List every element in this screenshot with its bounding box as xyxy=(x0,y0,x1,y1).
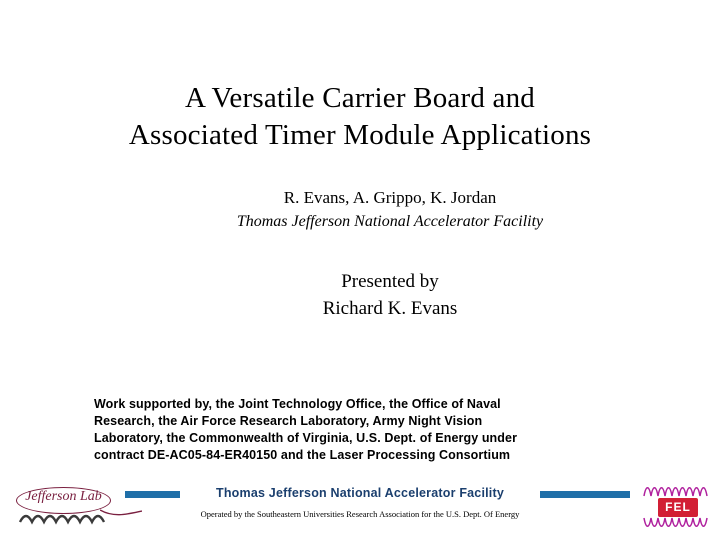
support-line-1: Work supported by, the Joint Technology Office, the Office of Naval xyxy=(94,397,501,411)
presented-by-block xyxy=(140,268,640,322)
jlab-logo-squiggle-icon xyxy=(18,512,110,528)
slide-footer xyxy=(0,484,720,540)
jlab-logo-text: Jefferson Lab xyxy=(25,489,102,504)
footer-subtitle: Operated by the Southeastern Universities Research Association for the U.S. Dept. Of Energy xyxy=(200,509,520,519)
footer-bar-left xyxy=(125,491,180,498)
footer-center xyxy=(180,486,540,519)
slide-title xyxy=(50,80,670,154)
support-acknowledgement xyxy=(94,396,654,464)
presenter-name: Richard K. Evans xyxy=(322,298,458,319)
presented-by-label: Presented by xyxy=(341,271,439,292)
fel-logo-box xyxy=(658,498,698,517)
author-affiliation: Thomas Jefferson National Accelerator Facility xyxy=(236,213,544,230)
fel-logo-icon xyxy=(642,484,712,532)
support-line-4: contract DE-AC05-84-ER40150 and the Laser Processing Consortium xyxy=(94,448,511,462)
author-names: R. Evans, A. Grippo, K. Jordan xyxy=(283,188,497,207)
authors-block xyxy=(140,186,640,234)
footer-title: Thomas Jefferson National Accelerator Facility xyxy=(216,486,504,500)
fel-wave-top-icon xyxy=(642,484,712,498)
support-line-2: Research, the Air Force Research Laboratory, Army Night Vision xyxy=(94,414,483,428)
footer-bar-right xyxy=(540,491,630,498)
fel-wave-bottom-icon xyxy=(642,516,712,530)
title-line-1: A Versatile Carrier Board and xyxy=(185,82,535,114)
support-line-3: Laboratory, the Commonwealth of Virginia, U.S. Dept. of Energy under xyxy=(94,431,518,445)
title-line-2: Associated Timer Module Applications xyxy=(128,119,592,151)
fel-logo-text: FEL xyxy=(665,500,691,514)
jlab-logo-tail-icon xyxy=(100,502,142,518)
